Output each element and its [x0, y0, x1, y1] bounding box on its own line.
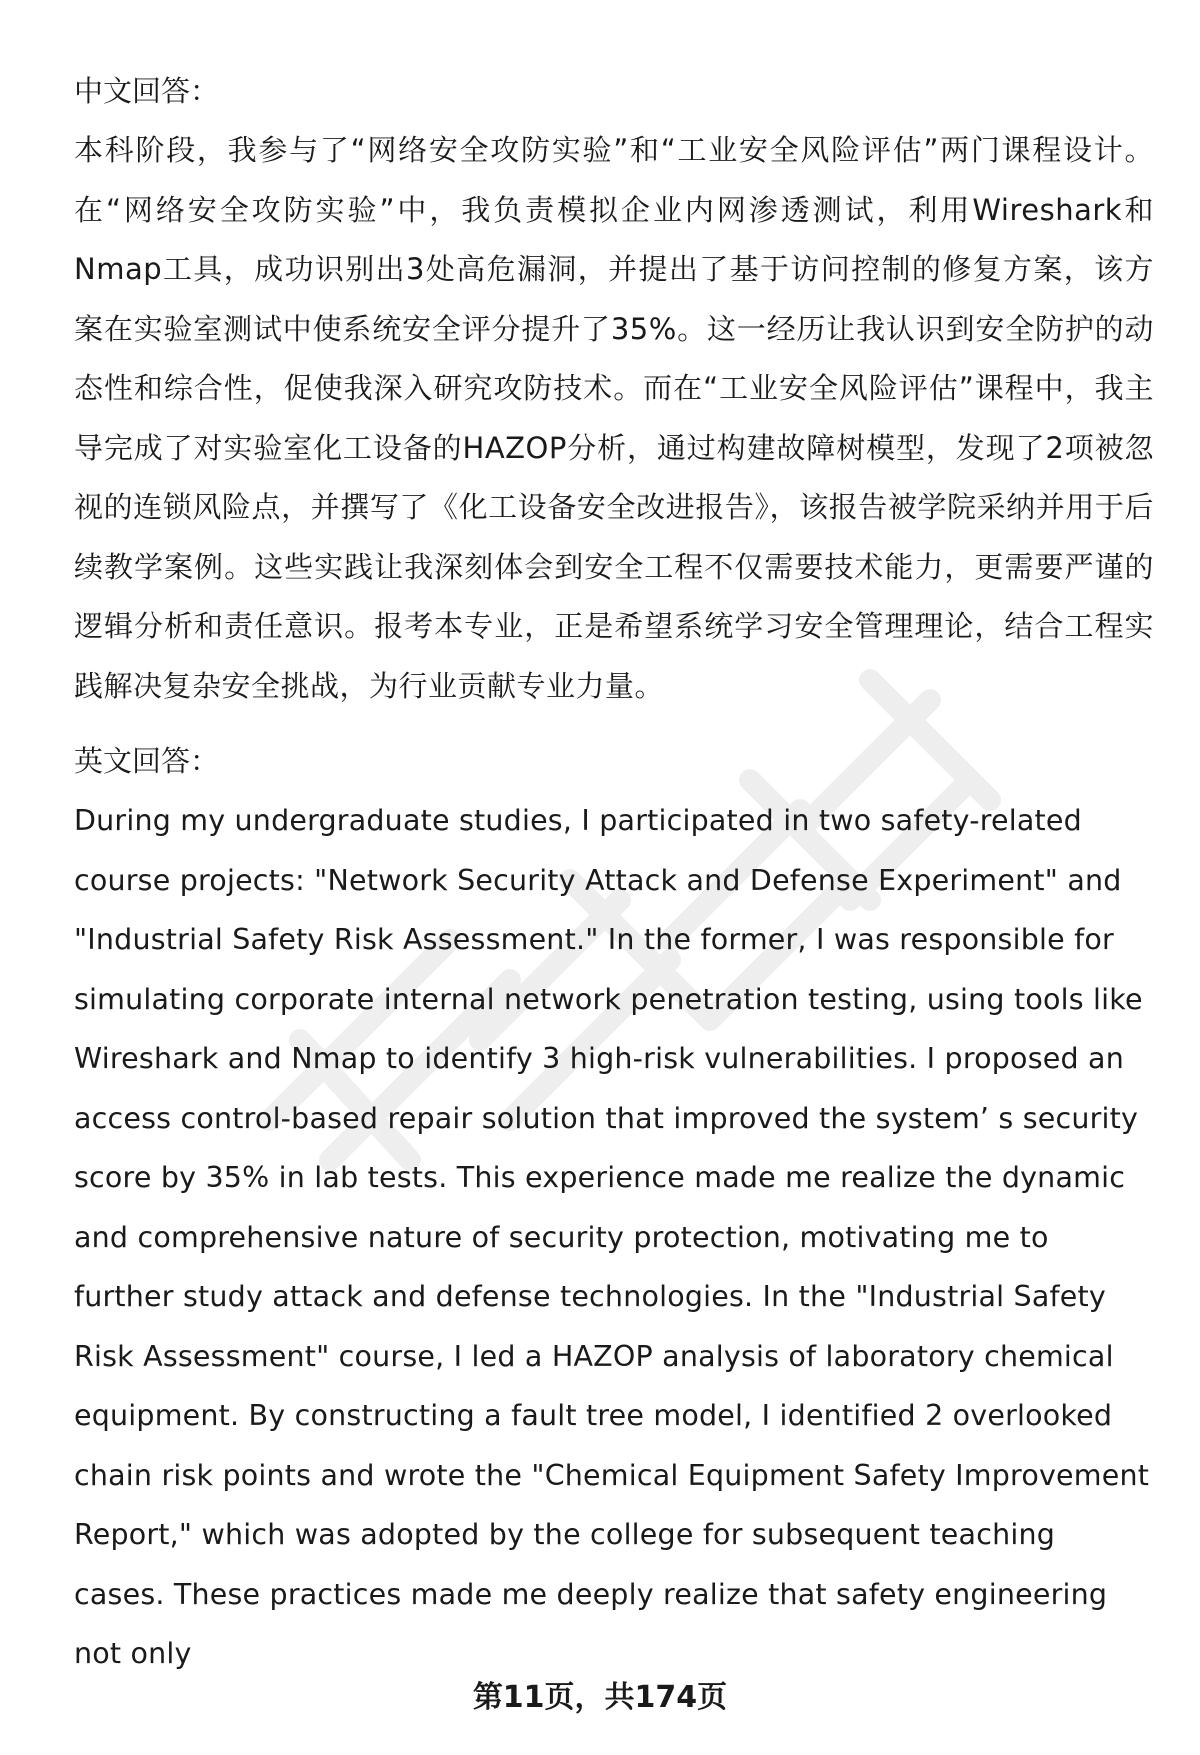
answer-content [74, 62, 1154, 1684]
chinese-answer-text: 本科阶段，我参与了“网络安全攻防实验”和“工业安全风险评估”两门课程设计。在“网络安全攻防实验”中，我负责模拟企业内网渗透测试，利用Wireshark和Nmap工具，成功识别出3处高危漏洞，并提出了基于访问控制的修复方案，该方案在实验室测试中使系统安全评分提升了35%。这一经历让我认识到安全防护的动态性和综合性，促使我深入研究攻防技术。而在“工业安全风险评估”课程中，我主导完成了对实验室化工设备的HAZOP分析，通过构建故障树模型，发现了2项被忽视的连锁风险点，并撰写了《化工设备安全改进报告》，该报告被学院采纳并用于后续教学案例。这些实践让我深刻体会到安全工程不仅需要技术能力，更需要严谨的逻辑分析和责任意识。报考本专业，正是希望系统学习安全管理理论，结合工程实践解决复杂安全挑战，为行业贡献专业力量。 [74, 133, 1154, 703]
english-answer-label: 英文回答： [74, 744, 220, 778]
page-number: 第11页，共174页 [472, 1680, 728, 1715]
chinese-answer-label: 中文回答： [74, 74, 220, 108]
english-answer-text: During my undergraduate studies, I participated in two safety-related course projects: "Network Security Attack and Defense Experiment" and "Industrial Safety Risk Assessment." In the former, I was responsible for simulating corporate internal network penetration testing, using tools like Wireshark and Nmap to identify 3 high-risk vulnerabilities. I proposed an access control-based repair solution that improved the system’ s security score by 35% in lab tests. This experience made me realize the dynamic and comprehensive nature of security protection, motivating me to further study attack and defense technologies. In the "Industrial Safety Risk Assessment" course, I led a HAZOP analysis of laboratory chemical equipment. By constructing a fault tree model, I identified 2 overlooked chain risk points and wrote the "Chemical Equipment Safety Improvement Report," which was adopted by the college for subsequent teaching cases. These practices made me deeply realize that safety engineering not only [74, 804, 1150, 1670]
english-answer-section [74, 732, 1154, 1684]
chinese-answer-section [74, 62, 1154, 716]
